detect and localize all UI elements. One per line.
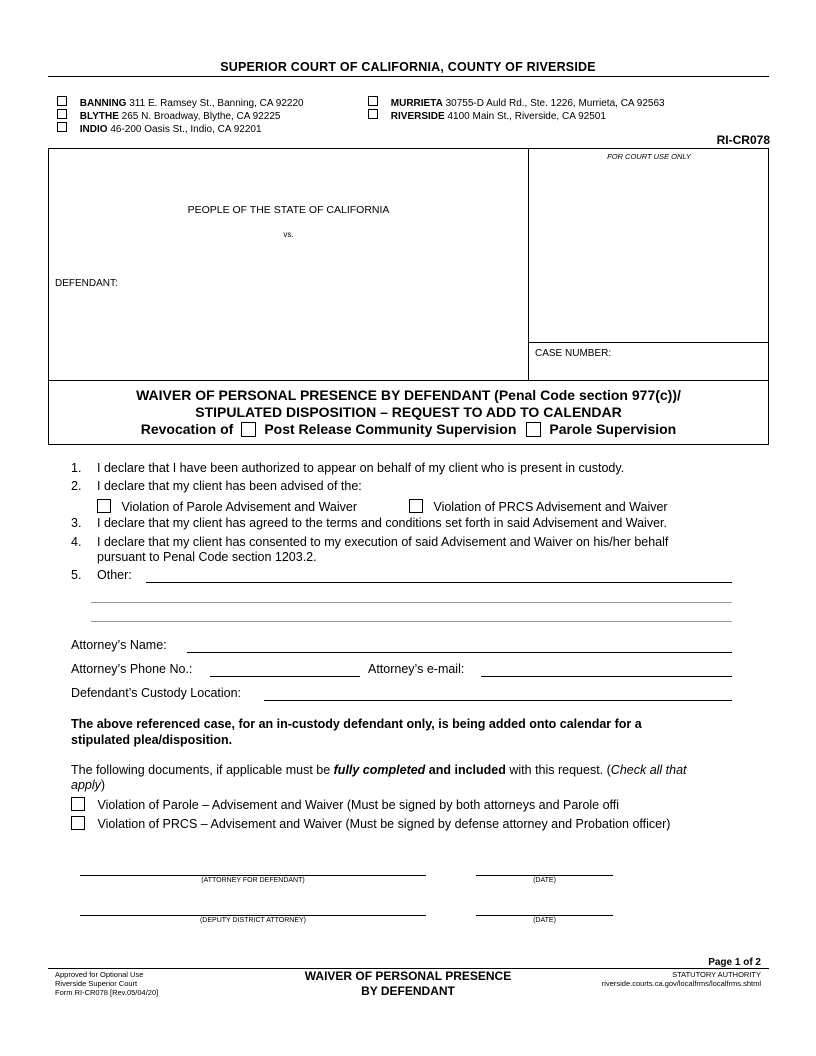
da-signature-line[interactable] (80, 915, 426, 916)
doc-prcs-option (71, 815, 670, 833)
decl-number-4: 4. (71, 535, 82, 549)
court-title: SUPERIOR COURT OF CALIFORNIA, COUNTY OF RIVERSIDE (220, 60, 596, 74)
decl-text-3: I declare that my client has agreed to the terms and conditions set forth in said Advisement and Waiver. (97, 516, 667, 530)
footer-approved: Approved for Optional Use (55, 970, 144, 979)
documents-text-3: with this request. ( (505, 763, 611, 777)
defendant-label: DEFENDANT: (55, 278, 118, 289)
court-use-label: FOR COURT USE ONLY (607, 152, 691, 161)
location-name: BLYTHE (79, 111, 119, 122)
decl-number-2: 2. (71, 479, 82, 493)
indio-checkbox[interactable] (57, 122, 67, 132)
location-name: RIVERSIDE (390, 111, 445, 122)
case-number-rule (528, 342, 768, 343)
location-name: BANNING (79, 98, 127, 109)
footer-authority: STATUTORY AUTHORITY (672, 970, 761, 979)
parole-revocation-label: Parole Supervision (549, 421, 677, 437)
footer-url[interactable]: riverside.courts.ca.gov/localfrms/localfrms.shtml (601, 979, 761, 988)
attorney-phone-field[interactable] (210, 676, 360, 677)
parole-revocation-checkbox[interactable] (526, 422, 541, 437)
location-address: 265 N. Broadway, Blythe, CA 92225 (121, 111, 281, 122)
location-name: MURRIETA (390, 98, 443, 109)
blythe-checkbox[interactable] (57, 109, 67, 119)
decl-text-4a: I declare that my client has consented to my execution of said Advisement and Waiver on his/her behalf (97, 535, 669, 549)
decl-number-3: 3. (71, 516, 82, 530)
da-date-label: (DATE) (533, 917, 556, 924)
location-address: 46-200 Oasis St., Indio, CA 92201 (110, 124, 262, 135)
decl-text-5: Other: (97, 568, 132, 582)
location-banning (57, 96, 304, 109)
footer-title-line1: WAIVER OF PERSONAL PRESENCE (304, 969, 512, 983)
other-field-line1[interactable] (146, 582, 732, 583)
caption-divider (528, 149, 529, 380)
prcs-advisement-label: Violation of PRCS Advisement and Waiver (433, 500, 668, 514)
court-use-area (535, 165, 763, 335)
doc-parole-label: Violation of Parole – Advisement and Waiver (Must be signed by both attorneys and Parole offi (97, 798, 620, 812)
da-date-line[interactable] (476, 915, 613, 916)
people-label: PEOPLE OF THE STATE OF CALIFORNIA (187, 204, 390, 216)
documents-emphasis: fully completed (333, 763, 426, 777)
decl-number-1: 1. (71, 461, 82, 475)
prcs-revocation-checkbox[interactable] (241, 422, 256, 437)
documents-check: Check all that (610, 763, 687, 777)
parole-advisement-label: Violation of Parole Advisement and Waiver (121, 500, 357, 514)
case-number-label: CASE NUMBER: (535, 348, 612, 359)
documents-instructions (71, 763, 687, 777)
notice-bold-line1: The above referenced case, for an in-custody defendant only, is being added onto calendar for a (71, 717, 642, 731)
attorney-date-line[interactable] (476, 875, 613, 876)
riverside-checkbox[interactable] (368, 109, 378, 119)
other-field-line2[interactable] (91, 602, 732, 603)
documents-text-2: and included (425, 763, 506, 777)
parole-advisement-checkbox[interactable] (97, 499, 111, 513)
location-address: 4100 Main St., Riverside, CA 92501 (447, 111, 606, 122)
murrieta-checkbox[interactable] (368, 96, 378, 106)
revocation-prefix: Revocation of (140, 421, 234, 437)
decl-text-4b: pursuant to Penal Code section 1203.2. (97, 550, 317, 564)
decl-text-2: I declare that my client has been advised of the: (97, 479, 362, 493)
footer-right (602, 970, 761, 988)
doc-parole-option (71, 796, 619, 814)
footer-left (55, 970, 158, 997)
parole-advisement-option (97, 498, 357, 516)
case-number-field[interactable] (535, 361, 763, 377)
attorney-phone-label: Attorney’s Phone No.: (71, 662, 193, 676)
custody-location-label: Defendant’s Custody Location: (71, 686, 242, 700)
footer-form-rev: Form RI-CR078 [Rev.05/04/20] (55, 988, 159, 997)
custody-location-field[interactable] (264, 700, 732, 701)
decl-number-5: 5. (71, 568, 82, 582)
prcs-advisement-option (409, 498, 668, 516)
location-murrieta (368, 96, 665, 109)
vs-label: vs. (283, 230, 294, 239)
caption-box (48, 148, 769, 381)
footer-title (258, 969, 558, 999)
form-title-box (48, 380, 769, 445)
attorney-email-field[interactable] (481, 676, 732, 677)
defendant-field[interactable] (55, 291, 515, 331)
location-indio (57, 122, 262, 135)
attorney-signature-label: (ATTORNEY FOR DEFENDANT) (201, 877, 305, 884)
location-address: 311 E. Ramsey St., Banning, CA 92220 (129, 98, 304, 109)
footer-title-line2: BY DEFENDANT (361, 984, 455, 998)
attorney-name-field[interactable] (187, 652, 732, 653)
page-number: Page 1 of 2 (708, 957, 761, 968)
documents-apply: apply (71, 778, 101, 792)
notice-bold-line2: stipulated plea/disposition. (71, 733, 233, 747)
documents-close: ) (100, 778, 106, 792)
attorney-email-label: Attorney’s e-mail: (368, 662, 465, 676)
other-field-line3[interactable] (91, 621, 732, 622)
prcs-revocation-label: Post Release Community Supervision (264, 421, 517, 437)
location-blythe (57, 109, 280, 122)
form-title-line2: STIPULATED DISPOSITION – REQUEST TO ADD TO CALENDAR (195, 404, 622, 420)
prcs-advisement-checkbox[interactable] (409, 499, 423, 513)
attorney-date-label: (DATE) (533, 877, 556, 884)
attorney-name-label: Attorney’s Name: (71, 638, 167, 652)
banning-checkbox[interactable] (57, 96, 67, 106)
da-signature-label: (DEPUTY DISTRICT ATTORNEY) (199, 917, 307, 924)
doc-prcs-label: Violation of PRCS – Advisement and Waiver (Must be signed by defense attorney and Probation officer) (97, 817, 671, 831)
revocation-line (49, 421, 768, 438)
form-id: RI-CR078 (716, 133, 770, 147)
location-name: INDIO (79, 124, 108, 135)
documents-text-1: The following documents, if applicable must be (71, 763, 334, 777)
decl-text-1: I declare that I have been authorized to appear on behalf of my client who is present in custody. (97, 461, 625, 475)
location-riverside (368, 109, 606, 122)
doc-parole-checkbox[interactable] (71, 797, 85, 811)
location-address: 30755-D Auld Rd., Ste. 1226, Murrieta, CA 92563 (445, 98, 665, 109)
attorney-signature-line[interactable] (80, 875, 426, 876)
footer-court: Riverside Superior Court (55, 979, 138, 988)
doc-prcs-checkbox[interactable] (71, 816, 85, 830)
form-title-line1: WAIVER OF PERSONAL PRESENCE BY DEFENDANT (Penal Code section 977(c))/ (136, 387, 681, 403)
documents-instructions-cont (71, 778, 105, 792)
header-rule (48, 76, 769, 77)
